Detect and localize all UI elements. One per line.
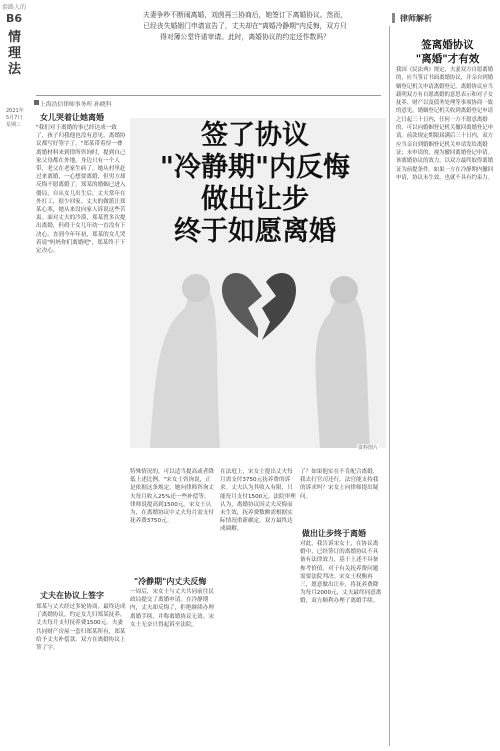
date-block [6, 108, 32, 129]
sidebar-title: 签离婚协议 "离婚"才有效 [415, 39, 480, 65]
date-line: 星期三 [6, 122, 22, 128]
photo-credit: 资料图片 [358, 445, 379, 451]
article-body: 特殊情况的，可以适当提高或者降低上述比例。"宋女士咨询说，正是依据这条规定，她向律师咨询丈夫每月收入25%还一些补偿等。律师说提高到1500元。宋女士认为，在离婚协议中丈夫每月需支付抚养费3750元。 [130, 469, 214, 525]
intro-text: 夫妻争吵不断闹离婚，刘茵再三协商后，她签订下离婚协议。然而，已经丧失婚姻门申请宣告了，丈夫却在"离婚冷静期"内反悔，双方只得对簿公堂许诺审请。此时，离婚协议的约定还作数吗？ [143, 11, 347, 41]
headline-line: "冷静期"内反悔 [159, 152, 351, 183]
corner-label: 套路人的 [2, 4, 27, 11]
article-body: 对此，我告诉宋女士，在协议离婚中，已经签订的离婚协议不具备有法律效力，基于上述不具备参考价值，对于有关抚养费问题需要法院判决。宋女士权衡再三，愿意做出让步，将抚养费降为每月2000元，丈夫最终同意离婚，双方顺利办理了离婚手续。 [300, 541, 382, 605]
page-number: B6 [6, 12, 23, 25]
headline [130, 120, 380, 248]
article-body: 郑某与丈夫经过多轮协商，最终达成了离婚协议，约定女儿归郑某抚养，丈夫每月支付抚养费1500元，夫妻共同财产房屋一套归郑某所有，郑某给予丈夫补偿款。双方在离婚协议上签了字。 [36, 604, 126, 652]
article-body: "我们对于离婚的事已经达成一致了，孩子归我他也没有意见，离婚协议都写好签字了。"郑某带着厚一叠离婚材料来到律所咨询时，提到自己家父母都在外地，身边只有一个人带，老父在老家生病了，她从村里赶过来离婚，一心想要离婚，但男方却反悔不愿离婚了。郑某的婚姻已进入僵局，自从女儿出生后，丈夫常年在外打工，很少回家。丈夫的做派让郑某心寒，她从来没向家人诉说这些苦衷。面对丈夫的冷漠，郑某曾多次提出离婚，但碍于女儿年幼一直没有下决心。直到今年年初，郑某的女儿哭着说"妈妈你们离婚吧"，郑某终于下定决心。 [36, 125, 126, 255]
section-heading: 丈夫在协议上签字 [40, 591, 104, 600]
section-heading: 做出让步终于离婚 [302, 529, 366, 538]
header-rule [36, 95, 381, 96]
sidebar-body: 我国《民法典》规定，夫妻双方自愿离婚的，应当签订书面离婚协议，并亲自到婚姻登记机关申请离婚登记。离婚协议应当载明双方有自愿离婚的意思表示和对子女抚养、财产以及债务处理等事项协商一致的意见。婚姻登记机关收到离婚登记申请之日起三十日内，任何一方不愿意离婚的，可以向婚姻登记机关撤回离婚登记申请。前款规定期限届满后三十日内，双方应当亲自到婚姻登记机关申请发给离婚证；未申请的，视为撤回离婚登记申请。该离婚协议的效力，以双方最终取得离婚证为前提条件。如果一方在冷静期内撤回申请，协议未生效，也就不具有约束力。 [396, 67, 494, 181]
headline-line: 终于如愿离婚 [174, 216, 336, 247]
section-heading: "冷静期"内丈夫反悔 [134, 577, 207, 586]
byline-marker [34, 100, 39, 105]
column-tag: 律师解析 [400, 14, 432, 23]
article-body: 一周后，宋女士与丈夫共同前往民政局提交了离婚申请。在冷静期内，丈夫却反悔了，拒绝继续办理离婚手续，并称离婚协议无效。宋女士无奈只得起诉至法院。 [130, 589, 214, 628]
headline-line: 做出让步 [201, 184, 309, 215]
headline-line: 签了协议 [201, 120, 309, 151]
section-heading: 女儿哭着让她离婚 [40, 113, 104, 122]
column-tag-bar [392, 13, 395, 23]
article-body: 了？如果他实在不肯配合离婚，我去打官司还行，法官能支持我的诉求吗？宋女士向律师提出疑问。 [300, 469, 379, 500]
byline: 上海浩信律师事务所 孙晓科 [40, 102, 112, 108]
date-line: 2021年 [6, 108, 24, 114]
section-title: 情理法 [8, 30, 22, 77]
date-line: 5月7日 [6, 115, 23, 121]
article-body: 在法庭上，宋女士提出丈夫每月需支付3750元抚养费的诉求。丈夫认为其收入有限，只能每月支付1500元。法院审理认为，离婚协议因丈夫反悔而未生效，抚养费数额需根据实际情况重新确定。双方最终达成调解。 [220, 469, 296, 533]
column-divider [389, 26, 390, 746]
